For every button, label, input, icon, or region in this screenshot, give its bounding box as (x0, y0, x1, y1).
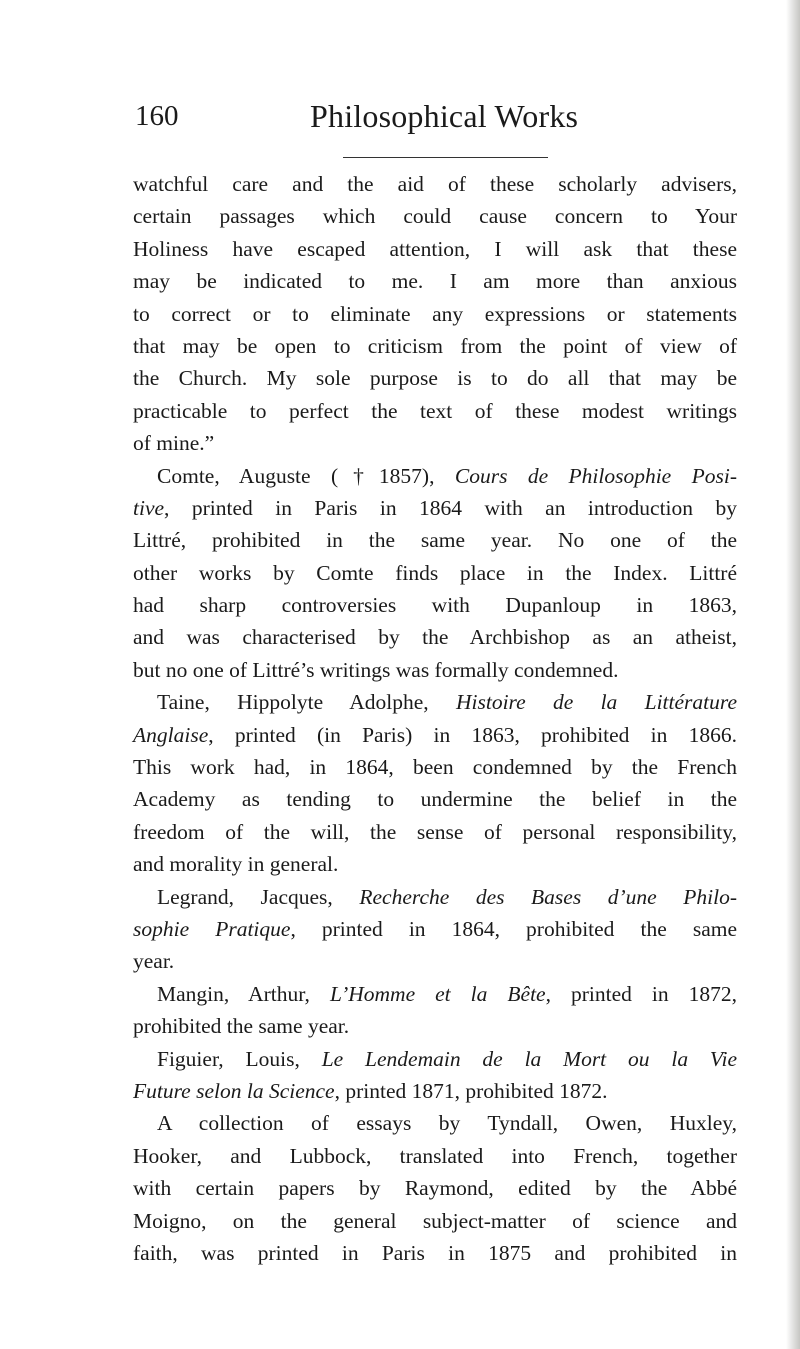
text-line: faith, was printed in Paris in 1875 and prohibited in (133, 1240, 737, 1265)
text-line: that may be open to criticism from the point of view of (133, 333, 737, 358)
text-line: certain passages which could cause concern to Your (133, 204, 737, 229)
page-header (135, 96, 735, 146)
text-line: other works by Comte finds place in the Index. Littré (133, 560, 737, 585)
text-line: Mangin, Arthur, L’Homme et la Bête, printed in 1872, (157, 981, 738, 1006)
text-line: This work had, in 1864, been condemned by the French (133, 755, 737, 780)
text-line: Holiness have escaped attention, I will ask that these (133, 236, 737, 261)
text-line: Moigno, on the general subject-matter of science and (133, 1208, 737, 1233)
text-line: prohibited the same year. (133, 1014, 350, 1039)
page-number: 160 (135, 100, 179, 132)
text-line: Taine, Hippolyte Adolphe, Histoire de la Littérature (157, 690, 737, 715)
text-line: with certain papers by Raymond, edited by the Abbé (133, 1176, 737, 1201)
text-line: to correct or to eliminate any expressions or statements (133, 301, 737, 326)
text-line: Comte, Auguste (†1857), Cours de Philosophie Posi- (157, 463, 738, 488)
running-title: Philosophical Works (310, 98, 579, 134)
text-line: watchful care and the aid of these scholarly advisers, (133, 172, 737, 196)
text-line: practicable to perfect the text of these modest writings (133, 398, 737, 423)
text-line: but no one of Littré’s writings was formally condemned. (133, 657, 619, 682)
text-line: Figuier, Louis, Le Lendemain de la Mort ou la Vie (157, 1046, 737, 1071)
text-line: Hooker, and Lubbock, translated into French, together (133, 1143, 737, 1168)
text-line: the Church. My sole purpose is to do all that may be (133, 366, 737, 391)
text-line: Legrand, Jacques, Recherche des Bases d’une Philo- (157, 884, 737, 909)
text-line: tive, printed in Paris in 1864 with an introduction by (133, 495, 737, 520)
text-line: of mine.” (133, 431, 215, 456)
header-rule (343, 157, 548, 158)
text-line: had sharp controversies with Dupanloup in 1863, (133, 593, 737, 618)
text-line: Littré, prohibited in the same year. No one of the (133, 528, 737, 553)
text-line: Academy as tending to undermine the belief in the (133, 787, 737, 812)
text-line: year. (133, 949, 175, 974)
body-text (133, 168, 737, 1269)
text-line: freedom of the will, the sense of personal responsibility, (133, 819, 737, 844)
text-line: and was characterised by the Archbishop as an atheist, (133, 625, 737, 650)
page-edge-shadow (786, 0, 800, 1349)
text-line: sophie Pratique, printed in 1864, prohibited the same (133, 916, 737, 941)
text-line: Anglaise, printed (in Paris) in 1863, prohibited in 1866. (133, 722, 737, 747)
text-line: A collection of essays by Tyndall, Owen, Huxley, (157, 1111, 737, 1136)
text-line: and morality in general. (133, 852, 339, 877)
text-line: Future selon la Science, printed 1871, prohibited 1872. (133, 1078, 608, 1103)
text-line: may be indicated to me. I am more than anxious (133, 269, 737, 294)
